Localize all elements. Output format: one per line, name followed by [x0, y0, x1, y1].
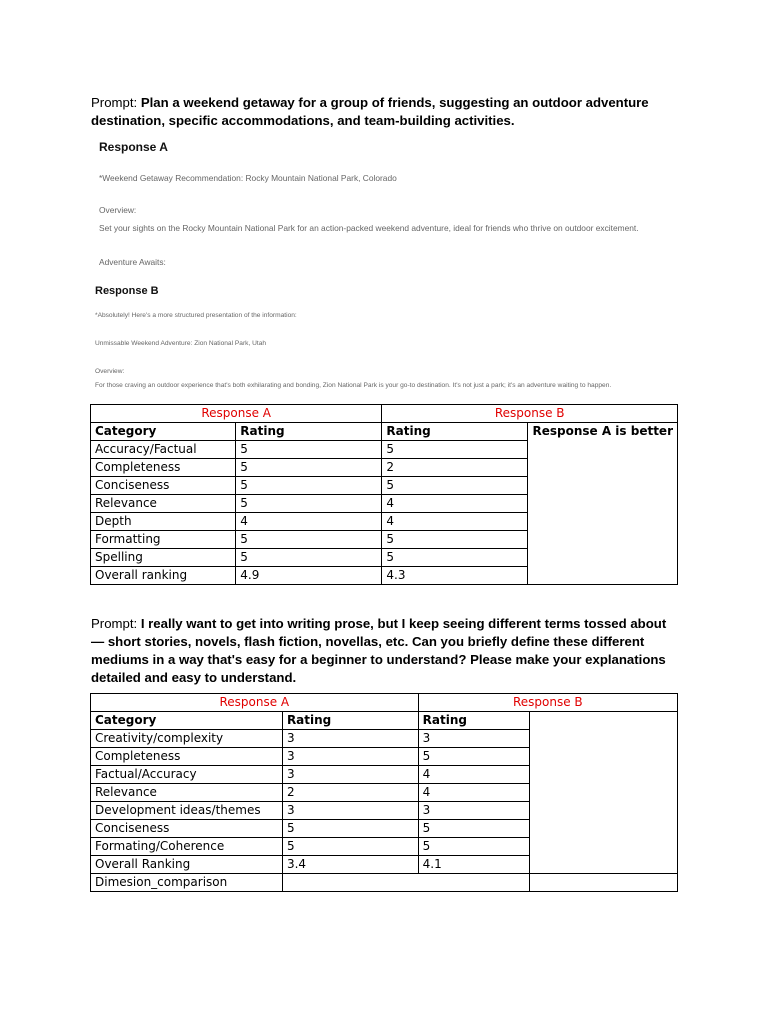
table-column-row — [91, 423, 678, 441]
table-column-row — [91, 712, 678, 730]
response-a-overview-text: Set your sights on the Rocky Mountain National Park for an action-packed weekend adventure, ideal for friends who thrive on outdoor excitement. — [99, 223, 639, 233]
rating-a-cell: 4.9 — [236, 567, 382, 585]
prompt-label: Prompt: — [91, 616, 138, 631]
rating-b-cell: 3 — [418, 730, 530, 748]
response-a-header: Response A — [91, 694, 419, 712]
category-cell: Formatting — [91, 531, 236, 549]
response-b-line-2: Unmissable Weekend Adventure: Zion National Park, Utah — [95, 340, 267, 347]
category-header: Category — [91, 712, 283, 730]
table-header-row — [91, 694, 678, 712]
prompt-label: Prompt: — [91, 95, 138, 110]
prompt-text: I really want to get into writing prose, but I keep seeing different terms tossed about — short stories, novels, flash fiction, novellas, etc. Can you briefly define these different mediums in a way that's easy for a beginner to understand? Please make your explanations detailed and easy to understand. — [91, 616, 667, 685]
prompt-text: Plan a weekend getaway for a group of friends, suggesting an outdoor adventure destination, specific accommodations, and team-building activities. — [91, 95, 649, 128]
prompt-2 — [91, 615, 676, 687]
category-cell: Completeness — [91, 459, 236, 477]
rating-b-cell: 5 — [382, 477, 528, 495]
category-cell: Relevance — [91, 784, 283, 802]
rating-b-cell: 5 — [418, 820, 530, 838]
rating-b-cell: 3 — [418, 802, 530, 820]
category-cell: Conciseness — [91, 477, 236, 495]
response-a-heading: Response A — [99, 140, 168, 154]
response-a-line: *Weekend Getaway Recommendation: Rocky Mountain National Park, Colorado — [99, 173, 397, 183]
rating-a-header: Rating — [236, 423, 382, 441]
rating-b-cell: 4 — [382, 495, 528, 513]
rating-b-cell: 2 — [382, 459, 528, 477]
table-row — [91, 874, 678, 892]
rating-a-cell: 3 — [282, 802, 418, 820]
rating-b-cell: 4.3 — [382, 567, 528, 585]
rating-b-cell: 5 — [382, 531, 528, 549]
evaluation-table-1 — [90, 404, 678, 585]
table-header-row — [91, 405, 678, 423]
response-b-header: Response B — [418, 694, 677, 712]
empty-cell — [282, 874, 530, 892]
rating-a-cell: 3 — [282, 730, 418, 748]
rating-b-cell: 4 — [382, 513, 528, 531]
category-cell: Formating/Coherence — [91, 838, 283, 856]
rating-b-header: Rating — [382, 423, 528, 441]
rating-b-cell: 5 — [418, 838, 530, 856]
category-cell: Overall ranking — [91, 567, 236, 585]
category-header: Category — [91, 423, 236, 441]
category-cell: Dimesion_comparison — [91, 874, 283, 892]
category-cell: Completeness — [91, 748, 283, 766]
category-cell: Relevance — [91, 495, 236, 513]
verdict-cell: Response A is better — [528, 423, 678, 585]
rating-b-cell: 5 — [418, 748, 530, 766]
rating-a-cell: 5 — [282, 838, 418, 856]
rating-a-cell: 5 — [236, 531, 382, 549]
rating-b-cell: 5 — [382, 549, 528, 567]
category-cell: Creativity/complexity — [91, 730, 283, 748]
response-b-heading: Response B — [95, 285, 159, 297]
category-cell: Depth — [91, 513, 236, 531]
rating-b-cell: 5 — [382, 441, 528, 459]
category-cell: Overall Ranking — [91, 856, 283, 874]
empty-notes-cell — [530, 712, 678, 874]
prompt-1 — [91, 94, 671, 130]
rating-a-cell: 5 — [282, 820, 418, 838]
rating-a-cell: 2 — [282, 784, 418, 802]
rating-a-cell: 5 — [236, 459, 382, 477]
evaluation-table-2 — [90, 693, 678, 892]
rating-a-header: Rating — [282, 712, 418, 730]
category-cell: Spelling — [91, 549, 236, 567]
response-b-line: *Absolutely! Here's a more structured presentation of the information: — [95, 312, 297, 319]
category-cell: Factual/Accuracy — [91, 766, 283, 784]
response-a-header: Response A — [91, 405, 382, 423]
response-a-overview-label: Overview: — [99, 205, 137, 215]
empty-cell — [530, 874, 678, 892]
rating-a-cell: 3 — [282, 748, 418, 766]
rating-b-header: Rating — [418, 712, 530, 730]
rating-b-cell: 4.1 — [418, 856, 530, 874]
response-b-header: Response B — [382, 405, 678, 423]
response-a-adventure: Adventure Awaits: — [99, 257, 166, 267]
category-cell: Accuracy/Factual — [91, 441, 236, 459]
rating-a-cell: 4 — [236, 513, 382, 531]
rating-a-cell: 5 — [236, 477, 382, 495]
rating-a-cell: 3.4 — [282, 856, 418, 874]
rating-a-cell: 3 — [282, 766, 418, 784]
rating-b-cell: 4 — [418, 766, 530, 784]
rating-a-cell: 5 — [236, 549, 382, 567]
category-cell: Development ideas/themes — [91, 802, 283, 820]
response-b-overview-text: For those craving an outdoor experience that's both exhilarating and bonding, Zion National Park is your go-to destination. It's not just a park; it's an adventure waiting to happen. — [95, 382, 612, 389]
rating-a-cell: 5 — [236, 495, 382, 513]
rating-b-cell: 4 — [418, 784, 530, 802]
category-cell: Conciseness — [91, 820, 283, 838]
response-b-overview-label: Overview: — [95, 368, 125, 375]
rating-a-cell: 5 — [236, 441, 382, 459]
